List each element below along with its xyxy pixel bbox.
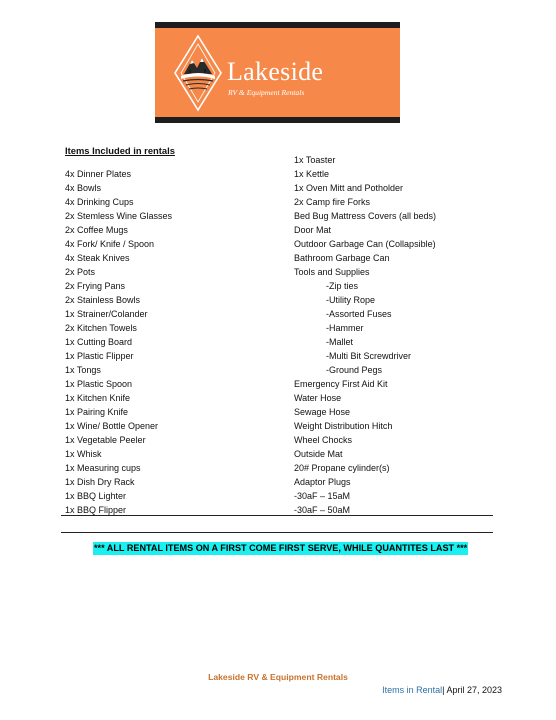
list-item-tools: Tools and Supplies [294, 267, 370, 277]
list-item: 2x Coffee Mugs [65, 225, 128, 235]
list-item: 1x Strainer/Colander [65, 309, 148, 319]
list-subitem: -Mallet [326, 337, 354, 347]
list-item: 1x BBQ Flipper [65, 505, 127, 515]
list-item: Outdoor Garbage Can (Collapsible) [294, 239, 436, 249]
list-item: 4x Drinking Cups [65, 197, 134, 207]
list-item: 1x Kitchen Knife [65, 393, 131, 403]
divider-top [61, 515, 493, 516]
list-item: Water Hose [294, 393, 342, 403]
footer-company: Lakeside RV & Equipment Rentals [208, 672, 348, 682]
availability-notice: *** ALL RENTAL ITEMS ON A FIRST COME FIRST SERVE, WHILE QUANTITES LAST *** [94, 543, 468, 553]
list-item: Emergency First Aid Kit [294, 379, 388, 389]
footer-meta [382, 685, 502, 695]
list-item: 1x Cutting Board [65, 337, 133, 347]
footer-separator: | [442, 685, 445, 695]
list-item: 1x Plastic Spoon [65, 379, 133, 389]
list-item: 1x Oven Mitt and Potholder [294, 183, 404, 193]
list-subitem: -Multi Bit Screwdriver [326, 351, 412, 361]
list-item: -30aF – 15aM [294, 491, 351, 501]
list-subitem: -Ground Pegs [326, 365, 383, 375]
left-items-list [65, 167, 265, 517]
list-item: 1x Plastic Flipper [65, 351, 134, 361]
list-item: Bed Bug Mattress Covers (all beds) [294, 211, 437, 221]
list-item: 1x Whisk [65, 449, 102, 459]
list-item: 2x Stemless Wine Glasses [65, 211, 173, 221]
list-item: Adaptor Plugs [294, 477, 351, 487]
list-item: -30aF – 50aM [294, 505, 351, 515]
list-item: 4x Steak Knives [65, 253, 130, 263]
list-item: 1x Tongs [65, 365, 101, 375]
company-logo [155, 22, 400, 123]
list-item: Sewage Hose [294, 407, 351, 417]
mountain-diamond-icon [173, 34, 223, 112]
logo-tagline: RV & Equipment Rentals [228, 88, 305, 97]
list-item: 1x Wine/ Bottle Opener [65, 421, 159, 431]
list-item: 2x Pots [65, 267, 96, 277]
list-item: 1x Toaster [294, 155, 336, 165]
list-subitem: -Hammer [326, 323, 364, 333]
list-item: 2x Kitchen Towels [65, 323, 137, 333]
footer-doc-title: Items in Rental [382, 685, 443, 695]
list-item: 1x Dish Dry Rack [65, 477, 135, 487]
list-item: 20# Propane cylinder(s) [294, 463, 390, 473]
right-items-list [294, 153, 504, 517]
list-item: 1x Kettle [294, 169, 330, 179]
list-item: Wheel Chocks [294, 435, 353, 445]
list-subitem: -Utility Rope [326, 295, 376, 305]
divider-bottom [61, 532, 493, 533]
list-item: 4x Bowls [65, 183, 102, 193]
list-item: 4x Fork/ Knife / Spoon [65, 239, 155, 249]
list-item: 1x Vegetable Peeler [65, 435, 146, 445]
list-item: Weight Distribution Hitch [294, 421, 393, 431]
list-item: 2x Frying Pans [65, 281, 126, 291]
list-item: Outside Mat [294, 449, 343, 459]
list-subitem: -Zip ties [326, 281, 359, 291]
list-item: Door Mat [294, 225, 332, 235]
list-item: 2x Stainless Bowls [65, 295, 141, 305]
logo-name: Lakeside [227, 57, 324, 86]
list-item: 4x Dinner Plates [65, 169, 132, 179]
list-item: 1x BBQ Lighter [65, 491, 127, 501]
logo-orange-panel [155, 28, 400, 117]
list-item: Bathroom Garbage Can [294, 253, 390, 263]
list-item: 2x Camp fire Forks [294, 197, 371, 207]
list-item: 1x Measuring cups [65, 463, 141, 473]
footer-date: April 27, 2023 [446, 685, 502, 695]
items-heading: Items Included in rentals [65, 145, 175, 156]
list-subitem: -Assorted Fuses [326, 309, 392, 319]
list-item: 1x Pairing Knife [65, 407, 129, 417]
